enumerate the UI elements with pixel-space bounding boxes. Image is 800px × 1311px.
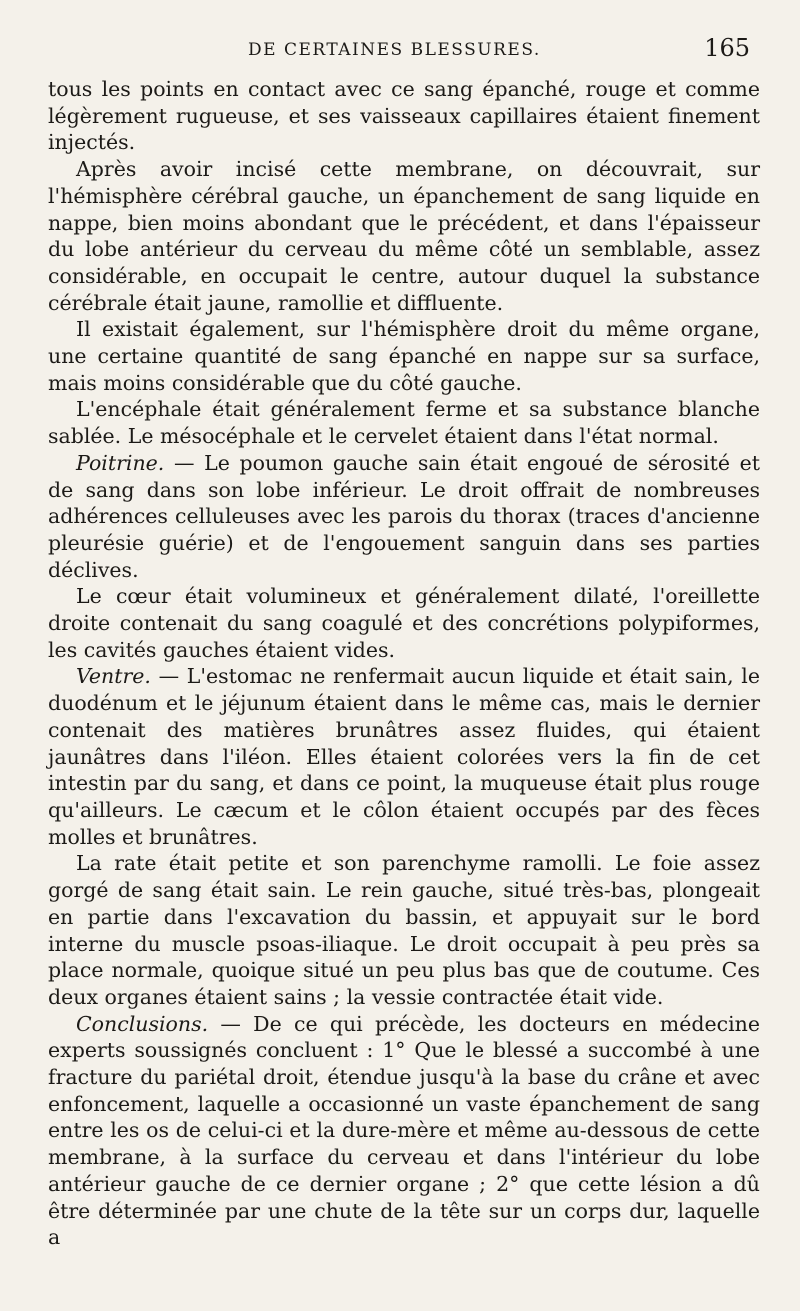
paragraph-text: L'encéphale était généralement ferme et sa substance blanche sablée. Le mésocéphale et le cervelet étaient dans l'état normal.	[48, 397, 760, 449]
paragraph-text: La rate était petite et son parenchyme ramolli. Le foie assez gorgé de sang était sain. Le rein gauche, situé très-bas, plongeait en partie dans l'excavation du bassin, et appuyait sur le bord interne du muscle psoas-iliaque. Le droit occupait à peu près sa place normale, quoique situé un peu plus bas que de coutume. Ces deux organes étaient sains ; la vessie contractée était vide.	[48, 851, 760, 1009]
book-page	[0, 30, 800, 1311]
body-text	[48, 76, 760, 1251]
paragraph	[48, 396, 760, 449]
paragraph-text: Le cœur était volumineux et généralement dilaté, l'oreillette droite contenait du sang coagulé et des concrétions polypiformes, les cavités gauches étaient vides.	[48, 584, 760, 662]
paragraph	[48, 663, 760, 850]
running-title: DE CERTAINES BLESSURES.	[248, 40, 541, 60]
running-head	[48, 30, 760, 76]
paragraph-text: tous les points en contact avec ce sang épanché, rouge et comme légèrement rugueuse, et ses vaisseaux capillaires étaient finement injectés.	[48, 77, 760, 155]
paragraph	[48, 1011, 760, 1251]
paragraph-text: — L'estomac ne renfermait aucun liquide et était sain, le duodénum et le jéjunum étaient dans le même cas, mais le dernier contenait des matières brunâtres assez fluides, qui étaient jaunâtres dans l'iléon. Elles étaient colorées vers la fin de cet intestin par du sang, et dans ce point, la muqueuse était plus rouge qu'ailleurs. Le cæcum et le côlon étaient occupés par des fèces molles et brunâtres.	[48, 664, 760, 849]
section-label: Ventre.	[76, 664, 151, 689]
paragraph	[48, 850, 760, 1010]
paragraph-text: Après avoir incisé cette membrane, on découvrait, sur l'hémisphère cérébral gauche, un épanchement de sang liquide en nappe, bien moins abondant que le précédent, et dans l'épaisseur du lobe antérieur du cerveau du même côté un semblable, assez considérable, en occupait le centre, autour duquel la substance cérébrale était jaune, ramollie et diffluente.	[48, 157, 760, 315]
paragraph-text: — De ce qui précède, les docteurs en médecine experts soussignés concluent : 1° Que le blessé a succombé à une fracture du pariétal droit, étendue jusqu'à la base du crâne et avec enfoncement, laquelle a occasionné un vaste épanchement de sang entre les os de celui-ci et la dure-mère et même au-dessous de cette membrane, à la surface du cerveau et dans l'intérieur du lobe antérieur gauche de ce dernier organe ; 2° que cette lésion a dû être déterminée par une chute de la tête sur un corps dur, laquelle a	[48, 1011, 760, 1250]
paragraph	[48, 76, 760, 156]
paragraph-text: Il existait également, sur l'hémisphère droit du même organe, une certaine quantité de sang épanché en nappe sur sa surface, mais moins considérable que du côté gauche.	[48, 317, 760, 395]
paragraph	[48, 156, 760, 316]
section-label: Poitrine.	[76, 450, 165, 475]
paragraph-text: — Le poumon gauche sain était engoué de sérosité et de sang dans son lobe inférieur. Le droit offrait de nombreuses adhérences celluleuses avec les parois du thorax (traces d'ancienne pleurésie guérie) et de l'engouement sanguin dans ses parties déclives.	[48, 450, 760, 582]
paragraph	[48, 450, 760, 584]
page-number: 165	[704, 34, 750, 62]
section-label: Conclusions.	[76, 1011, 209, 1036]
paragraph	[48, 316, 760, 396]
paragraph	[48, 583, 760, 663]
